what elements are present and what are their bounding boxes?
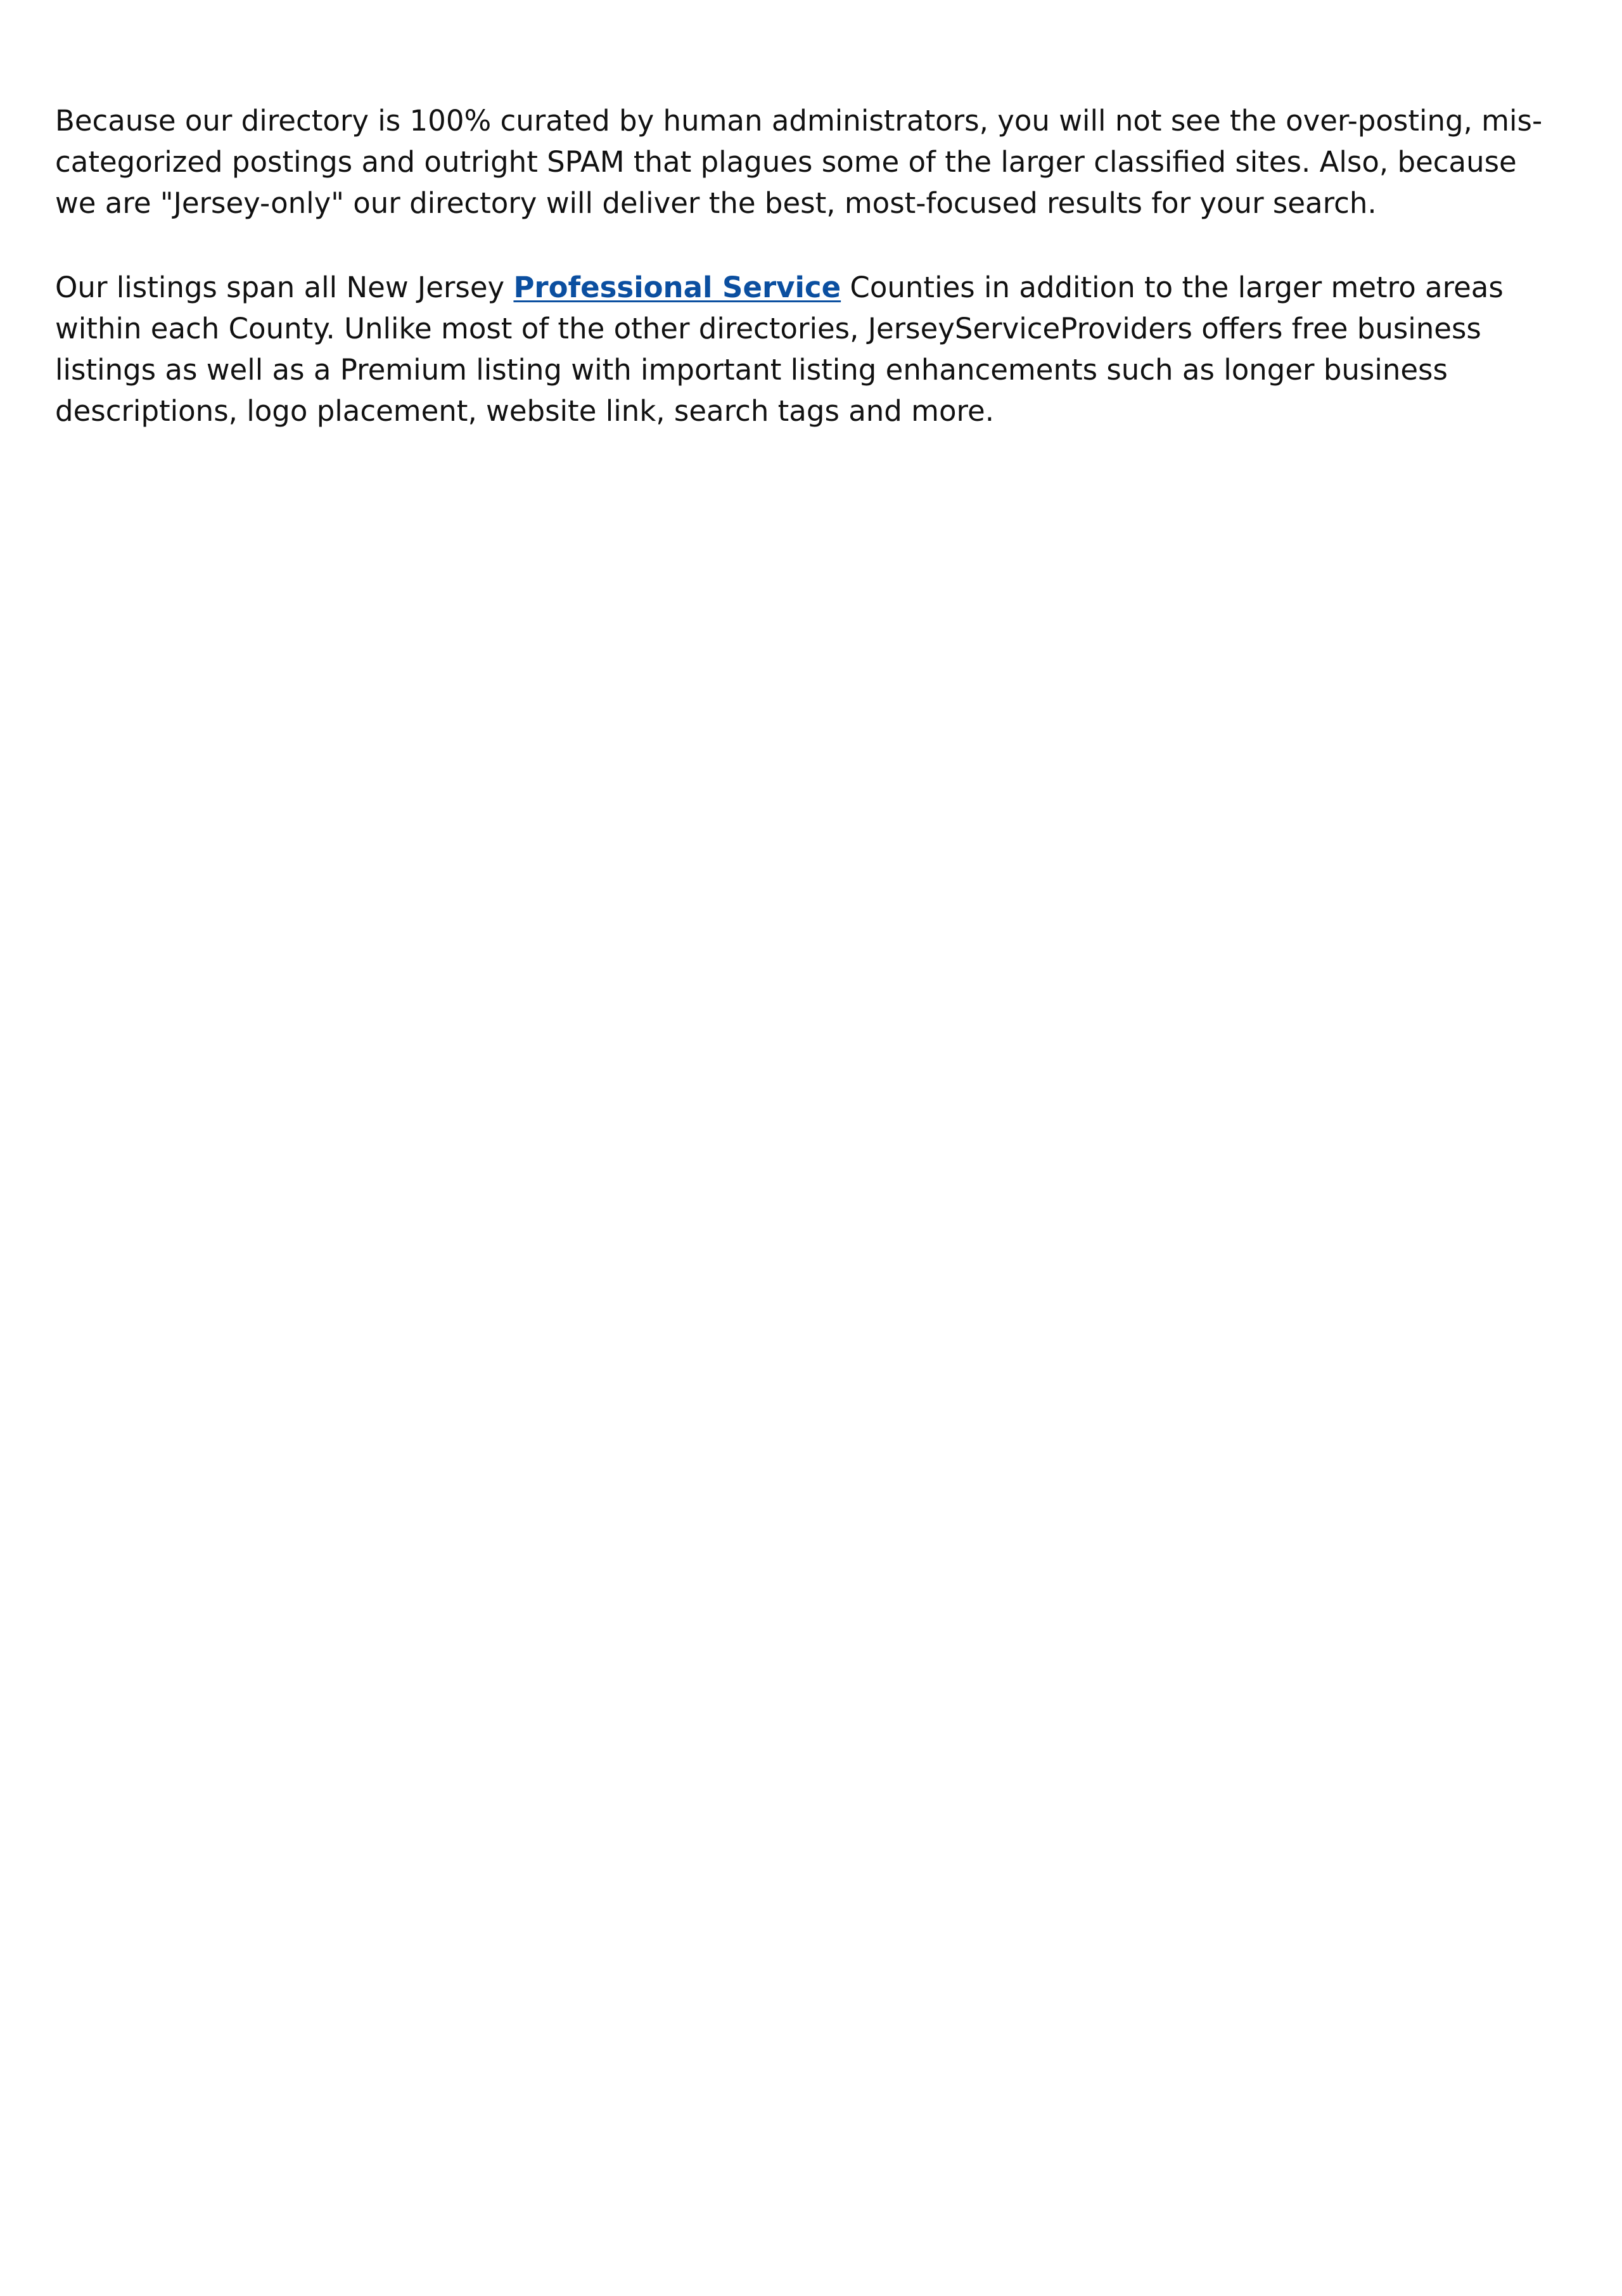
paragraph-listings (55, 267, 1563, 432)
paragraph-text-after-link: Counties in addition to the larger metro areas within each County. Unlike most of the other directories, JerseyServiceProviders offers free business listings as well as a Premium listing with important listing enhancements such as longer business descriptions, logo placement, website link, search tags and more. (55, 271, 1504, 428)
paragraph-text: Because our directory is 100% curated by human administrators, you will not see the over-posting, mis-categorized postings and outright SPAM that plagues some of the larger classified sites. Also, because we are "Jersey-only" our directory will deliver the best, most-focused results for your search. (55, 104, 1543, 220)
professional-service-link[interactable]: Professional Service (513, 271, 841, 304)
document-body (55, 100, 1563, 475)
paragraph-directory-curation (55, 100, 1563, 224)
paragraph-text-before-link: Our listings span all New Jersey (55, 271, 514, 304)
